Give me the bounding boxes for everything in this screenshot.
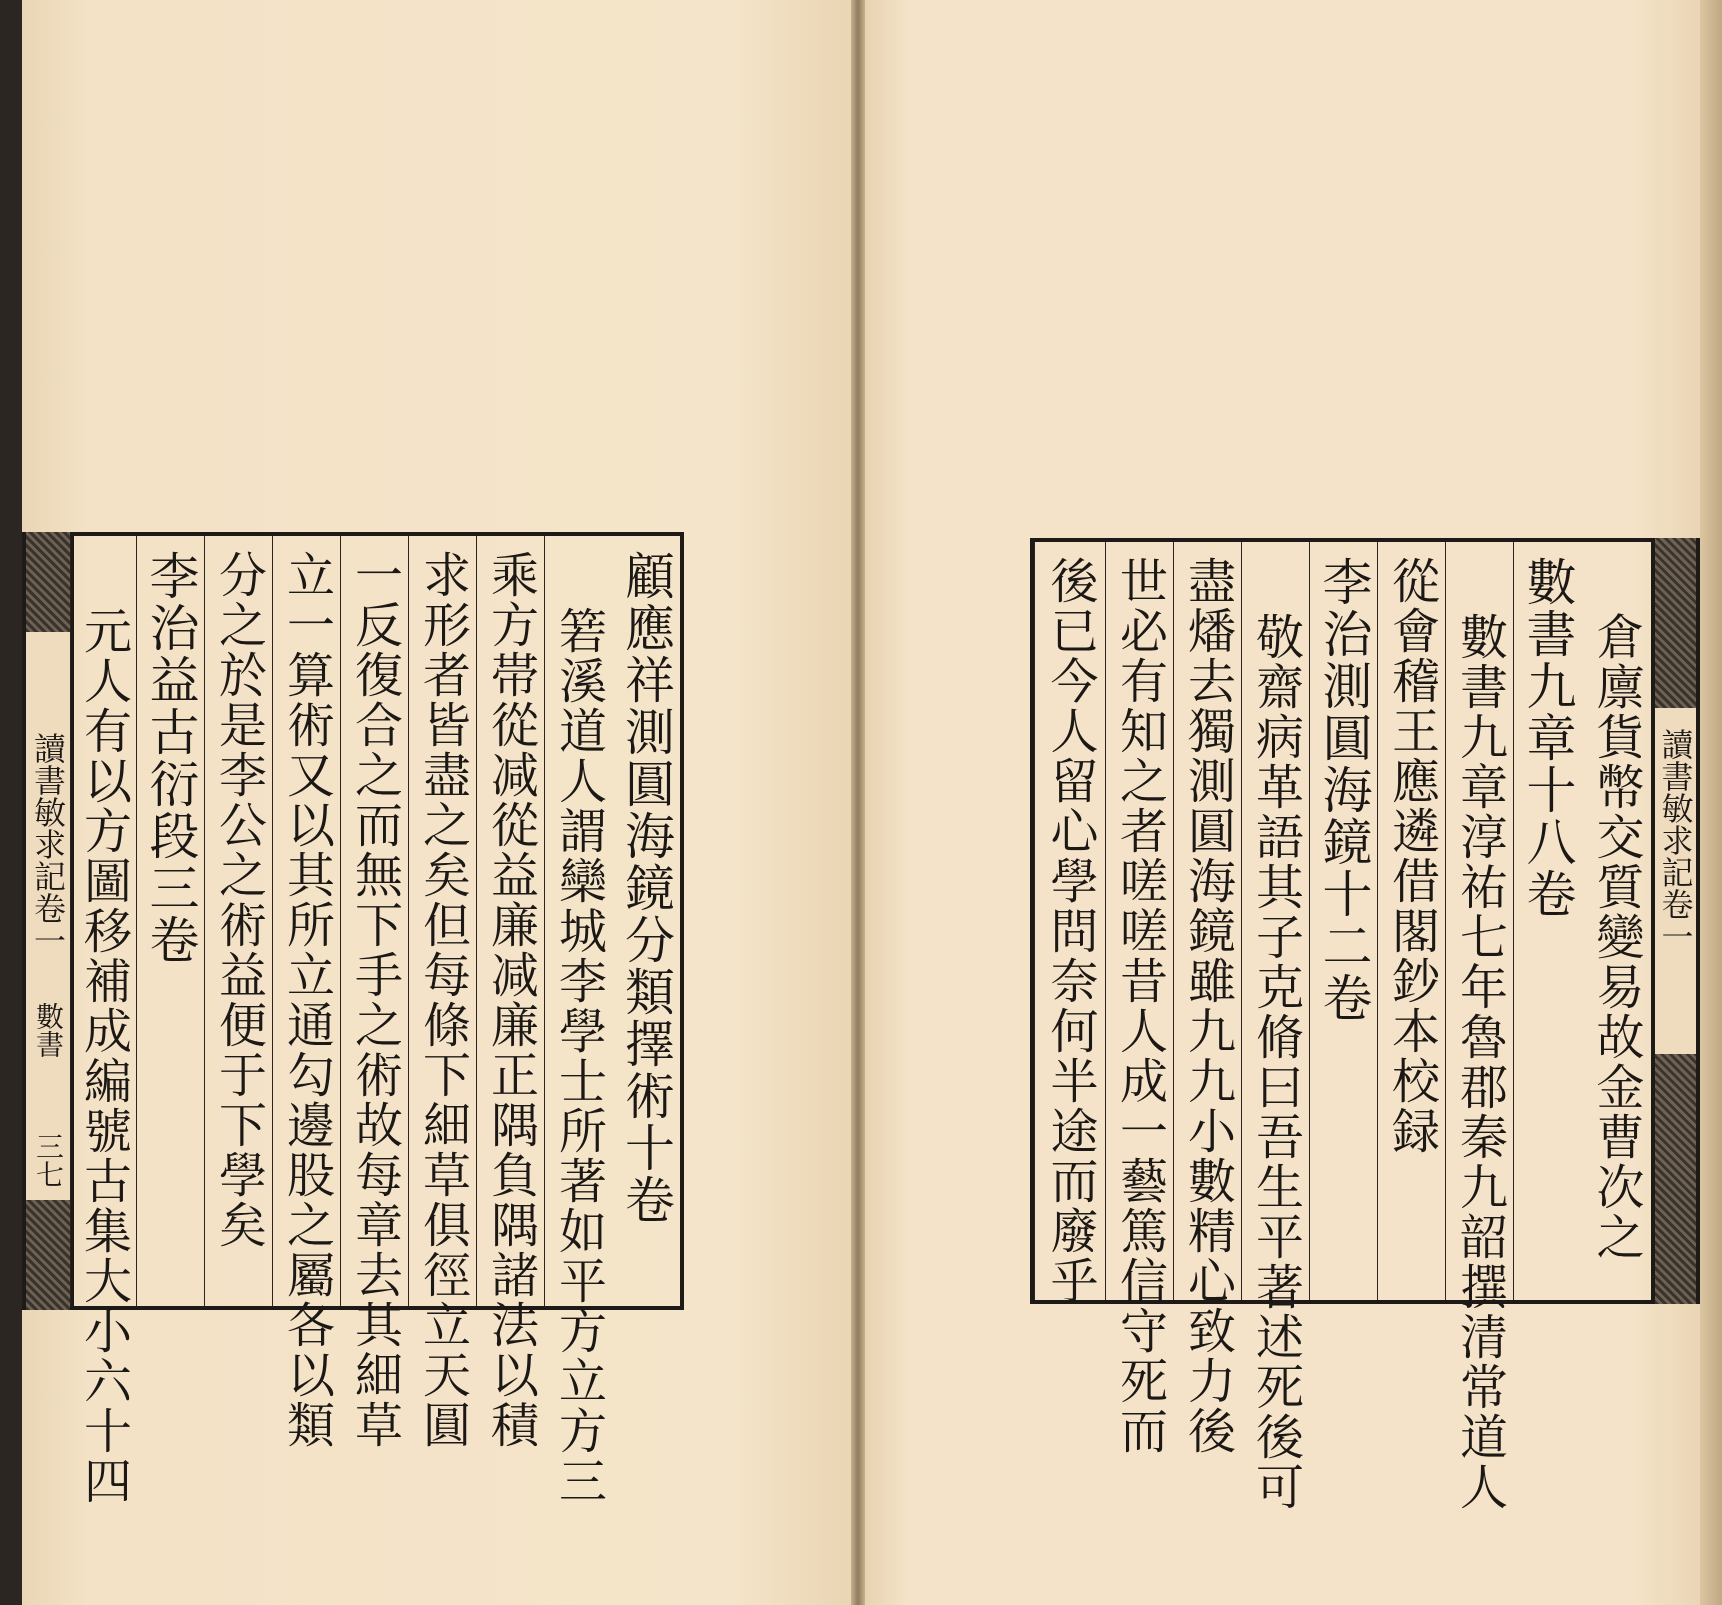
entry-body: 後已今人留心學問奈何半途而廢乎: [1042, 556, 1098, 1306]
book-gutter: [851, 0, 865, 1605]
text-column: [136, 536, 204, 1306]
banxin-folio: 三七: [32, 1132, 65, 1188]
text-column: [272, 536, 340, 1450]
entry-body: 敬齋病革語其子克脩曰吾生平著述死後可: [1247, 612, 1304, 1512]
entry-body: 從會稽王應遴借閣鈔本校録: [1383, 556, 1440, 1156]
left-banxin: [22, 532, 70, 1310]
entry-body: 箬溪道人謂欒城李學士所著如平方立方三: [550, 606, 607, 1506]
banxin-section: 數書: [32, 1002, 65, 1058]
text-column: [1513, 542, 1581, 1300]
page-edge: [1700, 0, 1722, 1605]
text-column: [1105, 542, 1173, 1456]
text-column: [1309, 542, 1377, 1300]
entry-body: 數書九章淳祐七年魯郡秦九韶撰清常道人: [1451, 612, 1508, 1512]
entry-body: 世必有知之者嗟嗟昔人成一藝篤信守死而: [1111, 556, 1168, 1456]
entry-body: 立一算術又以其所立通勾邊股之屬各以類: [278, 550, 335, 1450]
fishtail-mark-top: [26, 532, 70, 632]
entry-body: 分之於是李公之術益便于下學矣: [210, 550, 267, 1250]
entry-title: 顧應祥測圓海鏡分類擇術十卷: [617, 550, 675, 1226]
entry-body: 一反復合之而無下手之術故每章去其細草: [346, 550, 403, 1450]
text-column: [476, 536, 544, 1450]
text-column: [1581, 542, 1651, 1300]
text-column: [204, 536, 272, 1306]
text-column: [612, 536, 680, 1306]
text-column: [70, 536, 136, 1506]
entry-body: 元人有以方圖移補成編號古集大小六十四: [75, 606, 132, 1506]
fishtail-mark-top: [1655, 538, 1696, 708]
fishtail-mark-bottom: [1655, 1054, 1696, 1304]
entry-body: 盡燔去獨測圓海鏡雖九九小數精心致力後: [1179, 556, 1236, 1456]
entry-body: 倉廪貨幣交質變易故金曹次之: [1588, 612, 1644, 1262]
text-column: [1445, 542, 1513, 1512]
entry-body: 求形者皆盡之矣但每條下細草俱徑立天圓: [414, 550, 471, 1450]
text-column: [1241, 542, 1309, 1512]
text-column: [408, 536, 476, 1450]
entry-title: 李治測圓海鏡十二卷: [1314, 556, 1373, 1024]
fishtail-mark-bottom: [26, 1200, 70, 1310]
text-column: [340, 536, 408, 1450]
banxin-title: 讀書敏求記卷一: [1656, 728, 1695, 952]
entry-body: 乘方帯從减從益廉减廉正隅負隅諸法以積: [482, 550, 539, 1450]
text-column: [1377, 542, 1445, 1300]
text-column: [1034, 542, 1105, 1306]
text-column: [1173, 542, 1241, 1456]
right-text-frame: [1030, 538, 1655, 1512]
banxin-title: 讀書敏求記卷一: [29, 732, 67, 956]
right-banxin: [1655, 538, 1700, 1304]
text-column: [544, 536, 612, 1506]
left-text-frame: [70, 532, 684, 1506]
entry-title: 數書九章十八卷: [1518, 556, 1577, 920]
entry-title: 李治益古衍段三卷: [141, 550, 200, 966]
